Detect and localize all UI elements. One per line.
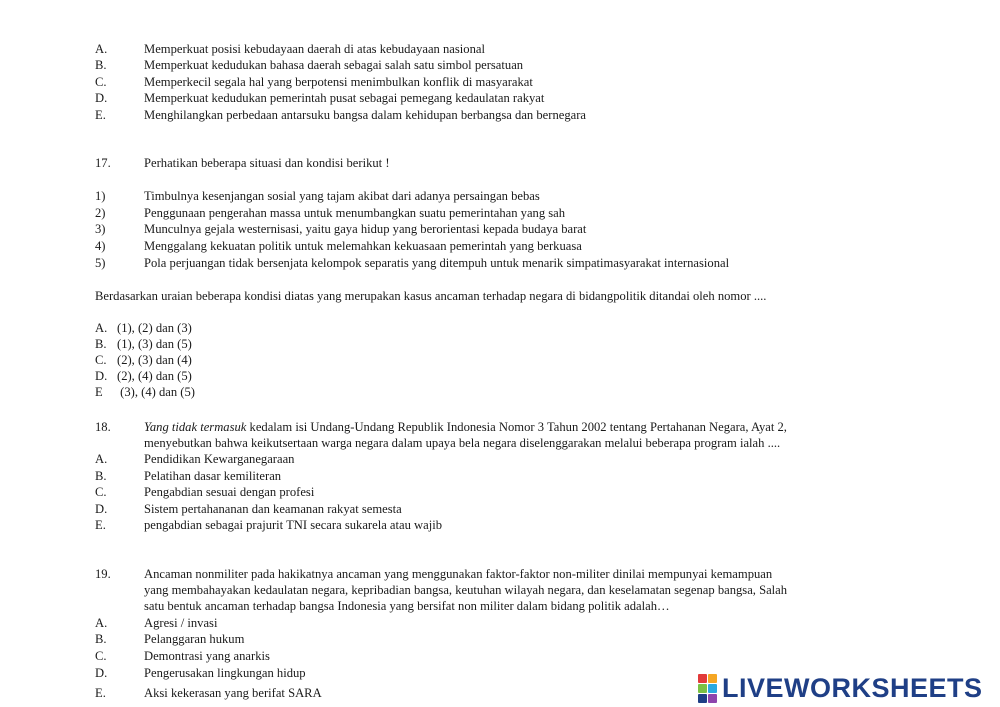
option-letter: A.	[95, 321, 108, 335]
answer-option-b[interactable]	[0, 468, 1000, 484]
logo-square	[698, 684, 707, 693]
logo-square	[708, 684, 717, 693]
option-letter: D.	[95, 369, 108, 383]
option-letter: B.	[95, 337, 107, 351]
question-18-header	[0, 419, 1000, 435]
option-letter: E	[95, 385, 103, 399]
list-item	[0, 221, 1000, 237]
option-letter: C.	[95, 649, 107, 663]
question-text: Ancaman nonmiliter pada hakikatnya ancaman yang menggunakan faktor-faktor non-militer dinilai mempunyai kemampuan	[144, 567, 773, 581]
question-number: 17.	[95, 156, 111, 170]
logo-square	[708, 674, 717, 683]
brand-name: LIVEWORKSHEETS	[722, 672, 983, 703]
option-row	[0, 107, 1000, 123]
option-text: Memperkuat kedudukan pemerintah pusat sebagai pemegang kedaulatan rakyat	[144, 91, 545, 105]
option-text: (1), (2) dan (3)	[117, 321, 192, 335]
list-item	[0, 255, 1000, 271]
answer-option-d[interactable]	[0, 501, 1000, 517]
question-emphasis: Yang tidak termasuk	[144, 420, 247, 434]
option-text: (2), (3) dan (4)	[117, 353, 192, 367]
option-letter: B.	[95, 632, 107, 646]
item-text: Timbulnya kesenjangan sosial yang tajam akibat dari adanya persaingan bebas	[144, 189, 540, 203]
option-text: (2), (4) dan (5)	[117, 369, 192, 383]
answer-option-c[interactable]	[0, 352, 1000, 368]
option-row	[0, 90, 1000, 106]
option-letter: D.	[95, 502, 108, 516]
option-text: Agresi / invasi	[144, 616, 218, 630]
option-text: (1), (3) dan (5)	[117, 337, 192, 351]
option-letter: A.	[95, 452, 108, 466]
logo-square	[698, 674, 707, 683]
option-text: Aksi kekerasan yang berifat SARA	[144, 686, 322, 700]
option-letter: D.	[95, 666, 108, 680]
item-text: Penggunaan pengerahan massa untuk menumbangkan suatu pemerintahan yang sah	[144, 206, 566, 220]
option-text: Memperkuat kedudukan bahasa daerah sebagai salah satu simbol persatuan	[144, 58, 524, 72]
question-19-header	[0, 566, 1000, 582]
option-text: Pengabdian sesuai dengan profesi	[144, 485, 315, 499]
question-19-line3	[0, 598, 1000, 614]
option-text: Pengerusakan lingkungan hidup	[144, 666, 306, 680]
option-text: Menghilangkan perbedaan antarsuku bangsa dalam kehidupan berbangsa dan bernegara	[144, 108, 587, 122]
option-row	[0, 41, 1000, 57]
item-number: 4)	[95, 239, 106, 253]
question-text: menyebutkan bahwa keikutsertaan warga negara dalam upaya bela negara diselenggarakan melalui beberapa program ialah ....	[144, 436, 781, 450]
option-letter: A.	[95, 616, 108, 630]
answer-option-e[interactable]	[0, 517, 1000, 533]
option-letter: B.	[95, 58, 107, 72]
option-letter: D.	[95, 91, 108, 105]
question-19-line2	[0, 582, 1000, 598]
item-number: 3)	[95, 222, 106, 236]
option-letter: C.	[95, 75, 107, 89]
option-text: Demontrasi yang anarkis	[144, 649, 270, 663]
answer-option-d[interactable]	[0, 368, 1000, 384]
option-text: Pendidikan Kewarganegaraan	[144, 452, 295, 466]
item-text: Pola perjuangan tidak bersenjata kelompok separatis yang ditempuh untuk menarik simpatimasyarakat internasional	[144, 256, 730, 270]
liveworksheets-logo-icon	[698, 674, 717, 703]
question-text: satu bentuk ancaman terhadap bangsa Indonesia yang bersifat non militer dalam bidang politik adalah…	[144, 599, 670, 613]
option-letter: C.	[95, 485, 107, 499]
logo-square	[708, 694, 717, 703]
answer-option-b[interactable]	[0, 336, 1000, 352]
option-letter: C.	[95, 353, 107, 367]
list-item	[0, 238, 1000, 254]
option-text: Sistem pertahananan dan keamanan rakyat semesta	[144, 502, 402, 516]
option-text: Pelatihan dasar kemiliteran	[144, 469, 282, 483]
question-17-header	[0, 155, 1000, 171]
list-item	[0, 188, 1000, 204]
item-text: Munculnya gejala westernisasi, yaitu gaya hidup yang berorientasi kepada budaya barat	[144, 222, 587, 236]
list-item	[0, 205, 1000, 221]
option-text: Pelanggaran hukum	[144, 632, 245, 646]
answer-option-b[interactable]	[0, 631, 1000, 647]
logo-square	[698, 694, 707, 703]
question-17-text	[0, 288, 1000, 304]
item-number: 5)	[95, 256, 106, 270]
option-letter: A.	[95, 42, 108, 56]
answer-option-a[interactable]	[0, 320, 1000, 336]
liveworksheets-logo	[698, 673, 983, 703]
option-text: pengabdian sebagai prajurit TNI secara sukarela atau wajib	[144, 518, 443, 532]
question-prompt: Perhatikan beberapa situasi dan kondisi berikut !	[144, 156, 390, 170]
question-number: 19.	[95, 567, 111, 581]
option-text: Memperkecil segala hal yang berpotensi menimbulkan konflik di masyarakat	[144, 75, 533, 89]
option-letter: E.	[95, 108, 106, 122]
answer-option-c[interactable]	[0, 484, 1000, 500]
option-letter: B.	[95, 469, 107, 483]
item-text: Menggalang kekuatan politik untuk melemahkan kekuasaan pemerintah yang berkuasa	[144, 239, 582, 253]
item-number: 2)	[95, 206, 106, 220]
option-text: (3), (4) dan (5)	[117, 385, 195, 399]
answer-option-a[interactable]	[0, 451, 1000, 467]
option-row	[0, 57, 1000, 73]
question-text: kedalam isi Undang-Undang Republik Indonesia Nomor 3 Tahun 2002 tentang Pertahanan Negara, Ayat 2,	[246, 420, 787, 434]
answer-option-c[interactable]	[0, 648, 1000, 664]
question-18-line2	[0, 435, 1000, 451]
question-text: yang membahayakan kedaulatan negara, kepribadian bangsa, keutuhan wilayah negara, dan keselamatan segenap bangsa, Salah	[144, 583, 788, 597]
question-text: Berdasarkan uraian beberapa kondisi diatas yang merupakan kasus ancaman terhadap negara di bidangpolitik ditandai oleh nomor ....	[95, 289, 767, 303]
answer-option-a[interactable]	[0, 615, 1000, 631]
option-letter: E.	[95, 686, 106, 700]
answer-option-e[interactable]	[0, 384, 1000, 400]
option-row	[0, 74, 1000, 90]
item-number: 1)	[95, 189, 106, 203]
option-letter: E.	[95, 518, 106, 532]
question-number: 18.	[95, 420, 111, 434]
option-text: Memperkuat posisi kebudayaan daerah di atas kebudayaan nasional	[144, 42, 485, 56]
